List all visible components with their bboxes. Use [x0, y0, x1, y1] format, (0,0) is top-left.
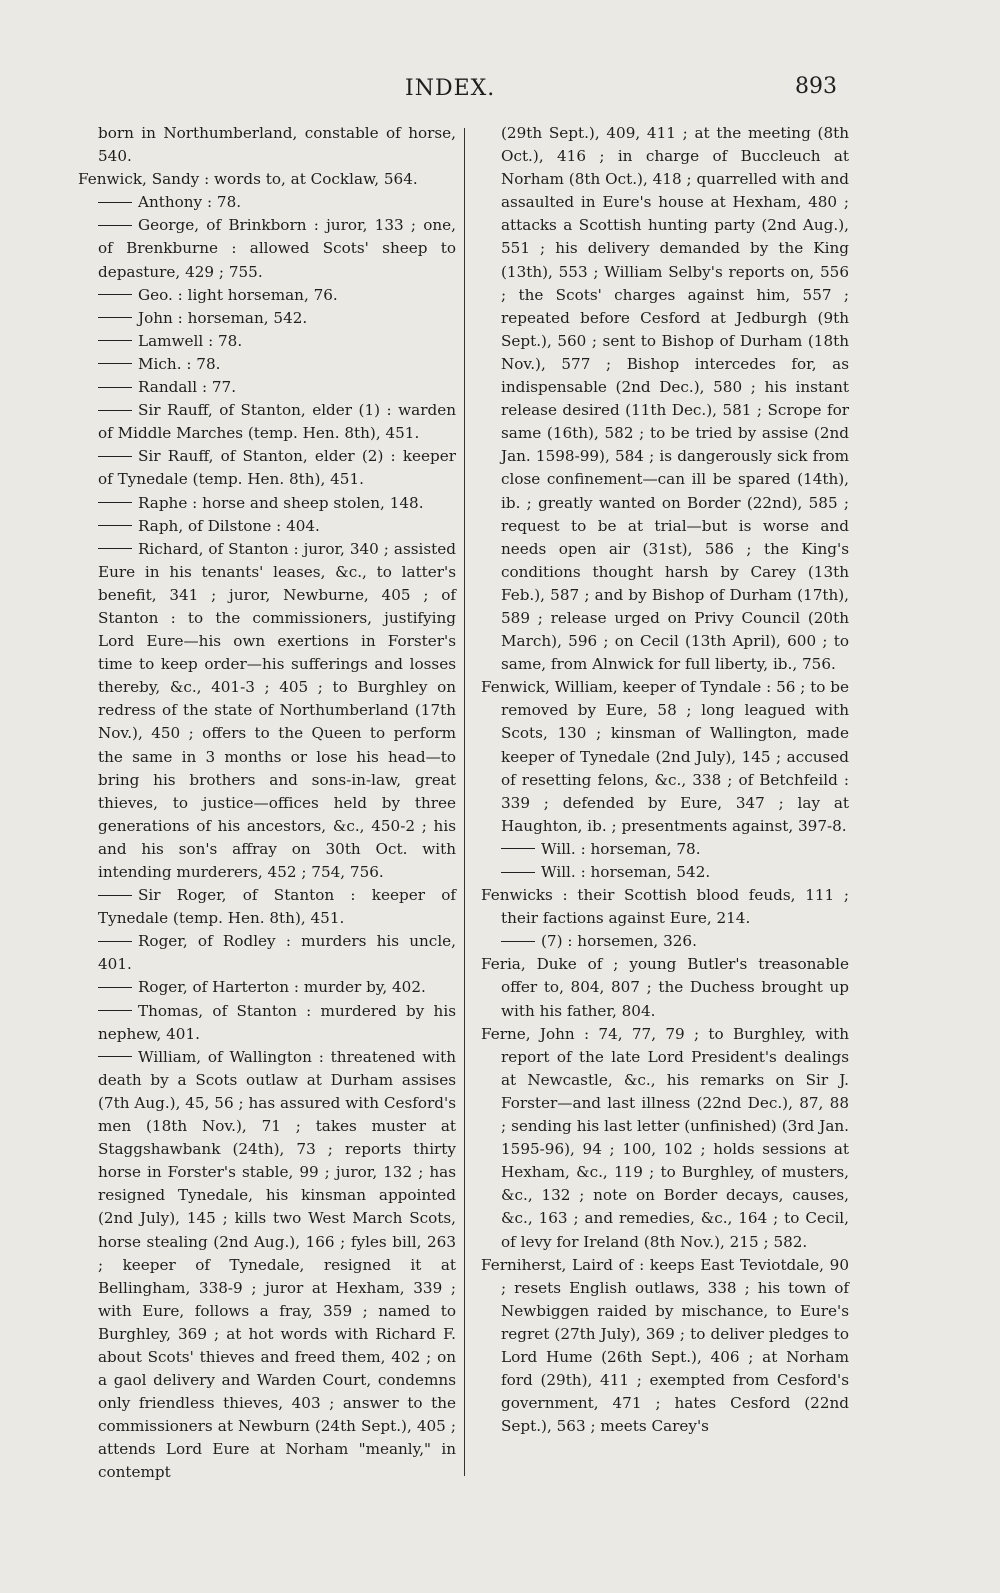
index-entry	[481, 861, 849, 884]
index-entry	[78, 884, 456, 930]
index-entry	[481, 838, 849, 861]
entry-text: Randall : 77.	[138, 378, 237, 397]
running-title: INDEX.	[405, 76, 496, 101]
index-entry	[78, 399, 456, 445]
entry-text: Geo. : light horseman, 76.	[138, 285, 338, 304]
entry-text: Mich. : 78.	[138, 354, 221, 373]
index-entry	[78, 284, 456, 307]
entry-text: Thomas, of Stanton : murdered by his nephew, 401.	[98, 1001, 456, 1043]
ditto-dash	[501, 848, 535, 849]
index-entry	[78, 492, 456, 515]
ditto-dash	[98, 987, 132, 988]
ditto-dash	[98, 548, 132, 549]
entry-text: Sir Roger, of Stanton : keeper of Tynedale (temp. Hen. 8th), 451.	[98, 886, 456, 928]
index-entry	[481, 930, 849, 953]
entry-text: Sir Rauff, of Stanton, elder (1) : warden of Middle Marches (temp. Hen. 8th), 451.	[98, 401, 456, 443]
index-entry	[78, 168, 456, 191]
entry-text: (7) : horsemen, 326.	[541, 932, 697, 951]
left-column	[78, 122, 456, 1485]
index-entry	[481, 122, 849, 676]
entry-text: William, of Wallington : threatened with death by a Scots outlaw at Durham assises (7th Aug.), 45, 56 ; has assured with Cesford's men (18th Nov.), 71 ; takes muster at Staggshawbank (24th), 73 ; reports thirty horse in Forster's stable, 99 ; juror, 132 ; has resigned Tynedale, his kinsman appointed (2nd July), 145 ; kills two West March Scots, horse stealing (2nd Aug.), 166 ; fyles bill, 263 ; keeper of Tynedale, resigned it at Bellingham, 338-9 ; juror at Hexham, 339 ; with Eure, follows a fray, 359 ; named to Burghley, 369 ; at hot words with Richard F. about Scots' thieves and freed them, 402 ; on a gaol delivery and Warden Court, condemns only friendless thieves, 403 ; answer to the commissioners at Newburn (24th Sept.), 405 ; attends Lord Eure at Norham "meanly," in contempt	[98, 1047, 456, 1482]
entry-text: Feria, Duke of ; young Butler's treasonable offer to, 804, 807 ; the Duchess brought up with his father, 804.	[481, 955, 849, 1020]
index-entry	[481, 884, 849, 930]
entry-text: Lamwell : 78.	[138, 331, 243, 350]
entry-text: born in Northumberland, constable of horse, 540.	[98, 124, 456, 166]
ditto-dash	[98, 525, 132, 526]
index-entry	[78, 353, 456, 376]
ditto-dash	[98, 941, 132, 942]
column-divider	[464, 128, 465, 1476]
ditto-dash	[98, 1056, 132, 1057]
index-entry	[481, 676, 849, 838]
index-entry	[78, 1000, 456, 1046]
entry-text: Ferne, John : 74, 77, 79 ; to Burghley, with report of the late Lord President's dealings at Newcastle, &c., his remarks on Sir J. Forster—and last illness (22nd Dec.), 87, 88 ; sending his last letter (unfinished) (3rd Jan. 1595-96), 94 ; 100, 102 ; holds sessions at Hexham, &c., 119 ; to Burghley, of musters, &c., 132 ; note on Border decays, causes, &c., 163 ; and remedies, &c., 164 ; to Cecil, of levy for Ireland (8th Nov.), 215 ; 582.	[481, 1024, 849, 1251]
index-entry	[481, 1254, 849, 1439]
index-entry	[78, 976, 456, 999]
entry-text: Will. : horseman, 78.	[541, 839, 701, 858]
ditto-dash	[98, 340, 132, 341]
ditto-dash	[98, 456, 132, 457]
index-entry	[78, 376, 456, 399]
entry-text: George, of Brinkborn : juror, 133 ; one, of Brenkburne : allowed Scots' sheep to depasture, 429 ; 755.	[98, 216, 456, 281]
ditto-dash	[501, 872, 535, 873]
entry-text: Roger, of Rodley : murders his uncle, 401.	[98, 932, 456, 974]
index-entry	[78, 445, 456, 491]
index-entry	[78, 122, 456, 168]
entry-text: Fenwicks : their Scottish blood feuds, 111 ; their factions against Eure, 214.	[481, 886, 849, 928]
ditto-dash	[501, 941, 535, 942]
ditto-dash	[98, 294, 132, 295]
page-header	[0, 70, 1000, 110]
index-entry	[78, 930, 456, 976]
entry-text: Raph, of Dilstone : 404.	[138, 516, 320, 535]
page-number: 893	[795, 74, 837, 99]
entry-text: Fenwick, Sandy : words to, at Cocklaw, 564.	[78, 170, 418, 189]
index-entry	[78, 330, 456, 353]
ditto-dash	[98, 895, 132, 896]
ditto-dash	[98, 410, 132, 411]
entry-text: (29th Sept.), 409, 411 ; at the meeting (8th Oct.), 416 ; in charge of Buccleuch at Norham (8th Oct.), 418 ; quarrelled with and assaulted in Eure's house at Hexham, 480 ; attacks a Scottish hunting party (2nd Aug.), 551 ; his delivery demanded by the King (13th), 553 ; William Selby's reports on, 556 ; the Scots' charges against him, 557 ; repeated before Cesford at Jedburgh (9th Sept.), 560 ; sent to Bishop of Durham (18th Nov.), 577 ; Bishop intercedes for, as indispensable (2nd Dec.), 580 ; his instant release desired (11th Dec.), 581 ; Scrope for same (16th), 582 ; to be tried by assise (2nd Jan. 1598-99), 584 ; is dangerously sick from close confinement—can ill be spared (14th), ib. ; greatly wanted on Border (22nd), 585 ; request to be at trial—but is worse and needs open air (31st), 586 ; the King's conditions thought harsh by Carey (13th Feb.), 587 ; and by Bishop of Durham (17th), 589 ; release urged on Privy Council (20th March), 596 ; on Cecil (13th April), 600 ; to same, from Alnwick for full liberty, ib., 756.	[501, 124, 849, 674]
index-entry	[481, 953, 849, 1022]
index-entry	[78, 515, 456, 538]
index-entry	[78, 191, 456, 214]
entry-text: Sir Rauff, of Stanton, elder (2) : keeper of Tynedale (temp. Hen. 8th), 451.	[98, 447, 456, 489]
index-entry	[78, 307, 456, 330]
entry-text: Roger, of Harterton : murder by, 402.	[138, 978, 426, 997]
ditto-dash	[98, 363, 132, 364]
entry-text: Ferniherst, Laird of : keeps East Teviotdale, 90 ; resets English outlaws, 338 ; his town of Newbiggen raided by mischance, to Eure's regret (27th July), 369 ; to deliver pledges to Lord Hume (26th Sept.), 406 ; at Norham ford (29th), 411 ; exempted from Cesford's government, 471 ; hates Cesford (22nd Sept.), 563 ; meets Carey's	[481, 1255, 849, 1436]
entry-text: Raphe : horse and sheep stolen, 148.	[138, 493, 424, 512]
entry-text: Richard, of Stanton : juror, 340 ; assisted Eure in his tenants' leases, &c., to latter's benefit, 341 ; juror, Newburne, 405 ; of Stanton : to the commissioners, justifying Lord Eure—his own exertions in Forster's time to keep order—his sufferings and losses thereby, &c., 401-3 ; 405 ; to Burghley on redress of the state of Northumberland (17th Nov.), 450 ; offers to the Queen to perform the same in 3 months or lose his head—to bring his brothers and sons-in-law, great thieves, to justice—offices held by three generations of his ancestors, &c., 450-2 ; his and his son's affray on 30th Oct. with intending murderers, 452 ; 754, 756.	[98, 539, 456, 881]
entry-text: Fenwick, William, keeper of Tyndale : 56 ; to be removed by Eure, 58 ; long leagued with Scots, 130 ; kinsman of Wallington, made keeper of Tynedale (2nd July), 145 ; accused of resetting felons, &c., 338 ; of Betchfeild : 339 ; defended by Eure, 347 ; lay at Haughton, ib. ; presentments against, 397-8.	[481, 678, 849, 835]
right-column	[481, 122, 849, 1438]
ditto-dash	[98, 387, 132, 388]
entry-text: John : horseman, 542.	[138, 308, 308, 327]
ditto-dash	[98, 502, 132, 503]
ditto-dash	[98, 317, 132, 318]
ditto-dash	[98, 202, 132, 203]
entry-text: Will. : horseman, 542.	[541, 863, 711, 881]
index-entry	[78, 538, 456, 884]
entry-text: Anthony : 78.	[138, 193, 242, 212]
index-entry	[78, 1046, 456, 1485]
ditto-dash	[98, 225, 132, 226]
index-entry	[481, 1023, 849, 1254]
index-entry	[78, 214, 456, 283]
ditto-dash	[98, 1010, 132, 1011]
